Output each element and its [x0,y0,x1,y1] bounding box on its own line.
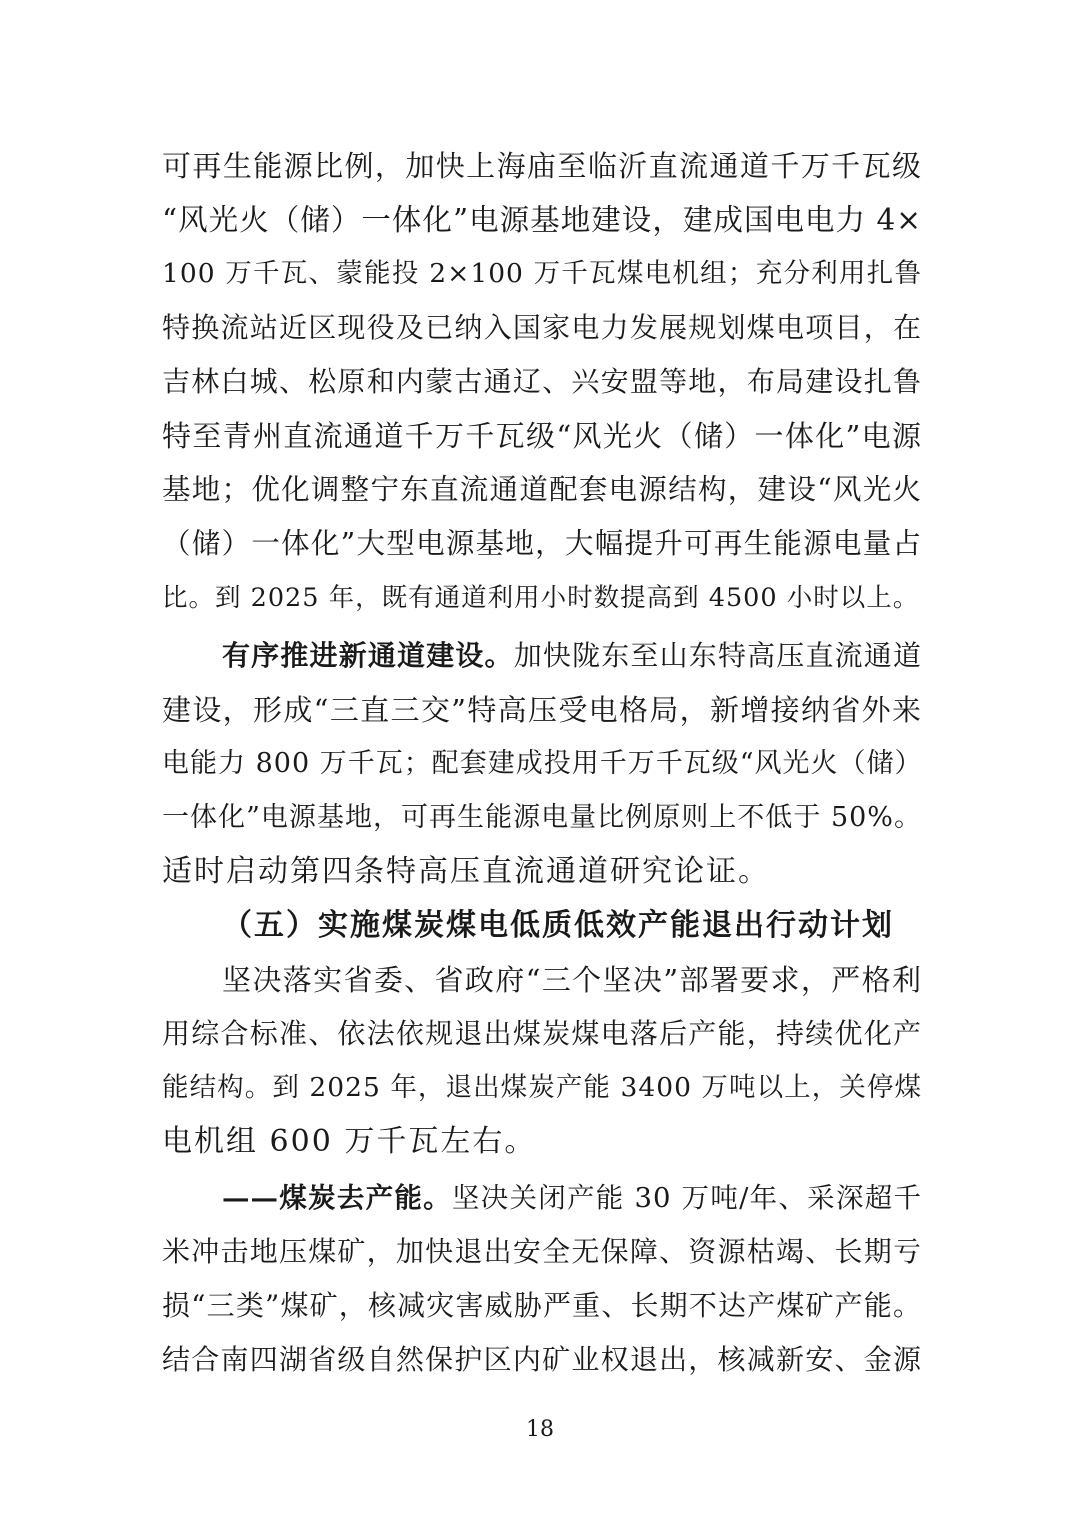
body-text-line: 适时启动第四条特高压直流通道研究论证。 [162,854,770,889]
body-text-line: 结合南四湖省级自然保护区内矿业权退出，核减新安、金源 [162,1343,922,1376]
body-text-line: 损“三类”煤矿，核减灾害威胁严重、长期不达产煤矿产能。 [162,1289,922,1322]
body-text-line: （储）一体化”大型电源基地，大幅提升可再生能源电量占 [162,527,922,560]
body-text-line: 能结构。到 2025 年，退出煤炭产能 3400 万吨以上，关停煤 [162,1072,922,1103]
body-text-line: 基地；优化调整宁东直流通道配套电源结构，建设“风光火 [162,473,922,506]
body-text-line: 电机组 600 万千瓦左右。 [162,1124,537,1159]
paragraph-text: 加快陇东至山东特高压直流通道 [513,639,922,672]
paragraph-first-line [222,632,922,680]
bold-lead: ——煤炭去产能。 [222,1182,452,1214]
body-text-line: 吉林白城、松原和内蒙古通辽、兴安盟等地，布局建设扎鲁 [162,365,922,398]
body-text-line: 特至青州直流通道千万千瓦级“风光火（储）一体化”电源 [162,419,922,453]
page-number: 18 [526,1417,554,1442]
body-text-line: 100 万千瓦、蒙能投 2×100 万千瓦煤电机组；充分利用扎鲁 [162,258,922,289]
body-text-line: 用综合标准、依法依规退出煤炭煤电落后产能，持续优化产 [162,1017,922,1050]
bold-lead: 有序推进新通道建设。 [222,639,514,672]
body-text-line: 可再生能源比例，加快上海庙至临沂直流通道千万千瓦级 [162,149,922,183]
body-text-line: 一体化”电源基地，可再生能源电量比例原则上不低于 50%。 [162,802,922,833]
paragraph-first-line [222,1174,922,1222]
body-text-line: 电能力 800 万千瓦；配套建成投用千万千瓦级“风光火（储） [162,748,923,779]
paragraph-first-line: 坚决落实省委、省政府“三个坚决”部署要求，严格利 [222,963,922,997]
body-text-line: 建设，形成“三直三交”特高压受电格局，新增接纳省外来 [162,693,922,727]
body-text-line: “风光火（储）一体化”电源基地建设，建成国电电力 4× [162,203,922,237]
body-text-line: 米冲击地压煤矿，加快退出安全无保障、资源枯竭、长期亏 [162,1235,922,1268]
section-heading: （五）实施煤炭煤电低质低效产能退出行动计划 [222,908,894,943]
paragraph-text: 坚决关闭产能 30 万吨/年、采深超千 [451,1182,922,1214]
body-text-line: 特换流站近区现役及已纳入国家电力发展规划煤电项目，在 [162,311,922,344]
body-text-line: 比。到 2025 年，既有通道利用小时数提高到 4500 小时以上。 [162,583,920,613]
